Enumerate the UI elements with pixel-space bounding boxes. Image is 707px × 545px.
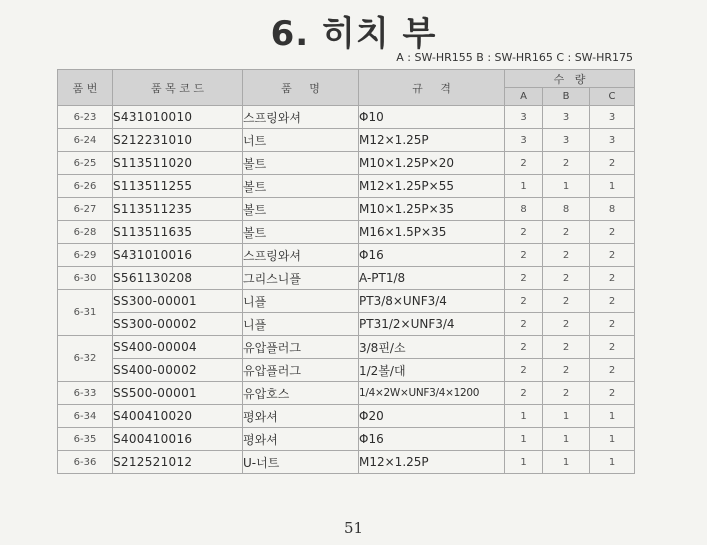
item-code-cell: SS400-00004 (113, 336, 243, 359)
qty-c-cell: 2 (590, 152, 635, 175)
qty-a-cell: 2 (505, 221, 543, 244)
item-code-cell: S431010010 (113, 106, 243, 129)
part-no-cell: 6-35 (58, 428, 113, 451)
table-row (58, 106, 635, 129)
qty-a-cell: 2 (505, 336, 543, 359)
qty-b-cell: 2 (543, 336, 590, 359)
parts-table (57, 69, 635, 474)
qty-c-cell: 3 (590, 106, 635, 129)
part-no-cell: 6-26 (58, 175, 113, 198)
item-code-cell: S431010016 (113, 244, 243, 267)
table-row (58, 290, 635, 313)
item-name-cell: U-너트 (243, 451, 359, 474)
item-name-cell: 볼트 (243, 221, 359, 244)
qty-a-cell: 1 (505, 405, 543, 428)
part-no-cell: 6-29 (58, 244, 113, 267)
page-number: 51 (343, 519, 364, 537)
qty-c-cell: 2 (590, 290, 635, 313)
item-code-cell: SS500-00001 (113, 382, 243, 405)
item-code-cell: SS300-00001 (113, 290, 243, 313)
item-name-cell: 유압플러그 (243, 359, 359, 382)
part-no-cell: 6-34 (58, 405, 113, 428)
spec-cell: M16×1.5P×35 (359, 221, 505, 244)
qty-c-cell: 2 (590, 359, 635, 382)
table-row (58, 152, 635, 175)
spec-cell: PT31/2×UNF3/4 (359, 313, 505, 336)
item-code-cell: S113511635 (113, 221, 243, 244)
part-no-cell: 6-28 (58, 221, 113, 244)
part-no-cell: 6-25 (58, 152, 113, 175)
qty-c-cell: 8 (590, 198, 635, 221)
qty-b-cell: 3 (543, 129, 590, 152)
table-row (58, 267, 635, 290)
part-no-cell: 6-31 (58, 290, 113, 336)
qty-a-cell: 1 (505, 428, 543, 451)
item-name-cell: 스프링와셔 (243, 244, 359, 267)
qty-a-cell: 2 (505, 152, 543, 175)
model-legend: A : SW-HR155 B : SW-HR165 C : SW-HR175 (396, 51, 633, 64)
item-name-cell: 볼트 (243, 175, 359, 198)
qty-b-cell: 2 (543, 290, 590, 313)
spec-cell: M12×1.25P (359, 451, 505, 474)
spec-cell: M10×1.25P×20 (359, 152, 505, 175)
table-row (58, 336, 635, 359)
spec-cell: Φ16 (359, 428, 505, 451)
item-name-cell: 그리스니플 (243, 267, 359, 290)
qty-c-cell: 2 (590, 313, 635, 336)
header-item-code: 품 목 코 드 (113, 70, 243, 106)
qty-a-cell: 8 (505, 198, 543, 221)
item-code-cell: S113511020 (113, 152, 243, 175)
page-title: 6. 히치 부 (270, 14, 437, 54)
part-no-cell: 6-30 (58, 267, 113, 290)
spec-cell: 1/4×2W×UNF3/4×1200 (359, 382, 505, 405)
item-name-cell: 유압플러그 (243, 336, 359, 359)
qty-b-cell: 2 (543, 221, 590, 244)
table-row (58, 382, 635, 405)
header-qty-b: B (543, 88, 590, 106)
part-no-cell: 6-23 (58, 106, 113, 129)
table-row (58, 405, 635, 428)
table-row (58, 359, 635, 382)
item-name-cell: 너트 (243, 129, 359, 152)
item-name-cell: 니플 (243, 313, 359, 336)
qty-c-cell: 3 (590, 129, 635, 152)
spec-cell: M12×1.25P (359, 129, 505, 152)
qty-b-cell: 1 (543, 405, 590, 428)
header-qty-a: A (505, 88, 543, 106)
qty-a-cell: 3 (505, 129, 543, 152)
spec-cell: Φ16 (359, 244, 505, 267)
header-spec: 규 격 (359, 70, 505, 106)
spec-cell: 3/8핀/소 (359, 336, 505, 359)
item-code-cell: SS400-00002 (113, 359, 243, 382)
table-row (58, 313, 635, 336)
table-row (58, 451, 635, 474)
item-name-cell: 볼트 (243, 152, 359, 175)
table-row (58, 428, 635, 451)
qty-b-cell: 2 (543, 152, 590, 175)
qty-c-cell: 2 (590, 336, 635, 359)
table-row (58, 175, 635, 198)
spec-cell: Φ20 (359, 405, 505, 428)
qty-b-cell: 2 (543, 313, 590, 336)
qty-b-cell: 2 (543, 382, 590, 405)
qty-a-cell: 3 (505, 106, 543, 129)
qty-c-cell: 1 (590, 451, 635, 474)
spec-cell: M10×1.25P×35 (359, 198, 505, 221)
qty-a-cell: 2 (505, 244, 543, 267)
qty-c-cell: 1 (590, 175, 635, 198)
item-name-cell: 평와셔 (243, 428, 359, 451)
item-name-cell: 니플 (243, 290, 359, 313)
qty-a-cell: 1 (505, 451, 543, 474)
qty-a-cell: 1 (505, 175, 543, 198)
item-code-cell: S212521012 (113, 451, 243, 474)
spec-cell: PT3/8×UNF3/4 (359, 290, 505, 313)
qty-b-cell: 8 (543, 198, 590, 221)
qty-b-cell: 2 (543, 359, 590, 382)
qty-b-cell: 1 (543, 428, 590, 451)
spec-cell: M12×1.25P×55 (359, 175, 505, 198)
qty-c-cell: 2 (590, 382, 635, 405)
qty-a-cell: 2 (505, 359, 543, 382)
item-code-cell: S400410020 (113, 405, 243, 428)
part-no-cell: 6-32 (58, 336, 113, 382)
part-no-cell: 6-27 (58, 198, 113, 221)
qty-a-cell: 2 (505, 313, 543, 336)
qty-b-cell: 2 (543, 267, 590, 290)
qty-a-cell: 2 (505, 267, 543, 290)
qty-b-cell: 2 (543, 244, 590, 267)
item-code-cell: S113511235 (113, 198, 243, 221)
table-row (58, 221, 635, 244)
spec-cell: Φ10 (359, 106, 505, 129)
item-name-cell: 스프링와셔 (243, 106, 359, 129)
qty-c-cell: 2 (590, 221, 635, 244)
item-name-cell: 평와셔 (243, 405, 359, 428)
item-code-cell: SS300-00002 (113, 313, 243, 336)
header-qty-c: C (590, 88, 635, 106)
header-part-no: 품 번 (58, 70, 113, 106)
part-no-cell: 6-33 (58, 382, 113, 405)
qty-c-cell: 2 (590, 267, 635, 290)
header-quantity: 수 량 (505, 70, 635, 88)
qty-b-cell: 3 (543, 106, 590, 129)
spec-cell: A-PT1/8 (359, 267, 505, 290)
item-name-cell: 유압호스 (243, 382, 359, 405)
qty-c-cell: 2 (590, 244, 635, 267)
part-no-cell: 6-24 (58, 129, 113, 152)
table-row (58, 244, 635, 267)
table-row (58, 198, 635, 221)
qty-b-cell: 1 (543, 451, 590, 474)
qty-a-cell: 2 (505, 382, 543, 405)
qty-c-cell: 1 (590, 405, 635, 428)
header-item-name: 품 명 (243, 70, 359, 106)
part-no-cell: 6-36 (58, 451, 113, 474)
item-name-cell: 볼트 (243, 198, 359, 221)
qty-b-cell: 1 (543, 175, 590, 198)
item-code-cell: S212231010 (113, 129, 243, 152)
qty-c-cell: 1 (590, 428, 635, 451)
qty-a-cell: 2 (505, 290, 543, 313)
item-code-cell: S400410016 (113, 428, 243, 451)
spec-cell: 1/2볼/대 (359, 359, 505, 382)
item-code-cell: S113511255 (113, 175, 243, 198)
table-row (58, 129, 635, 152)
item-code-cell: S561130208 (113, 267, 243, 290)
